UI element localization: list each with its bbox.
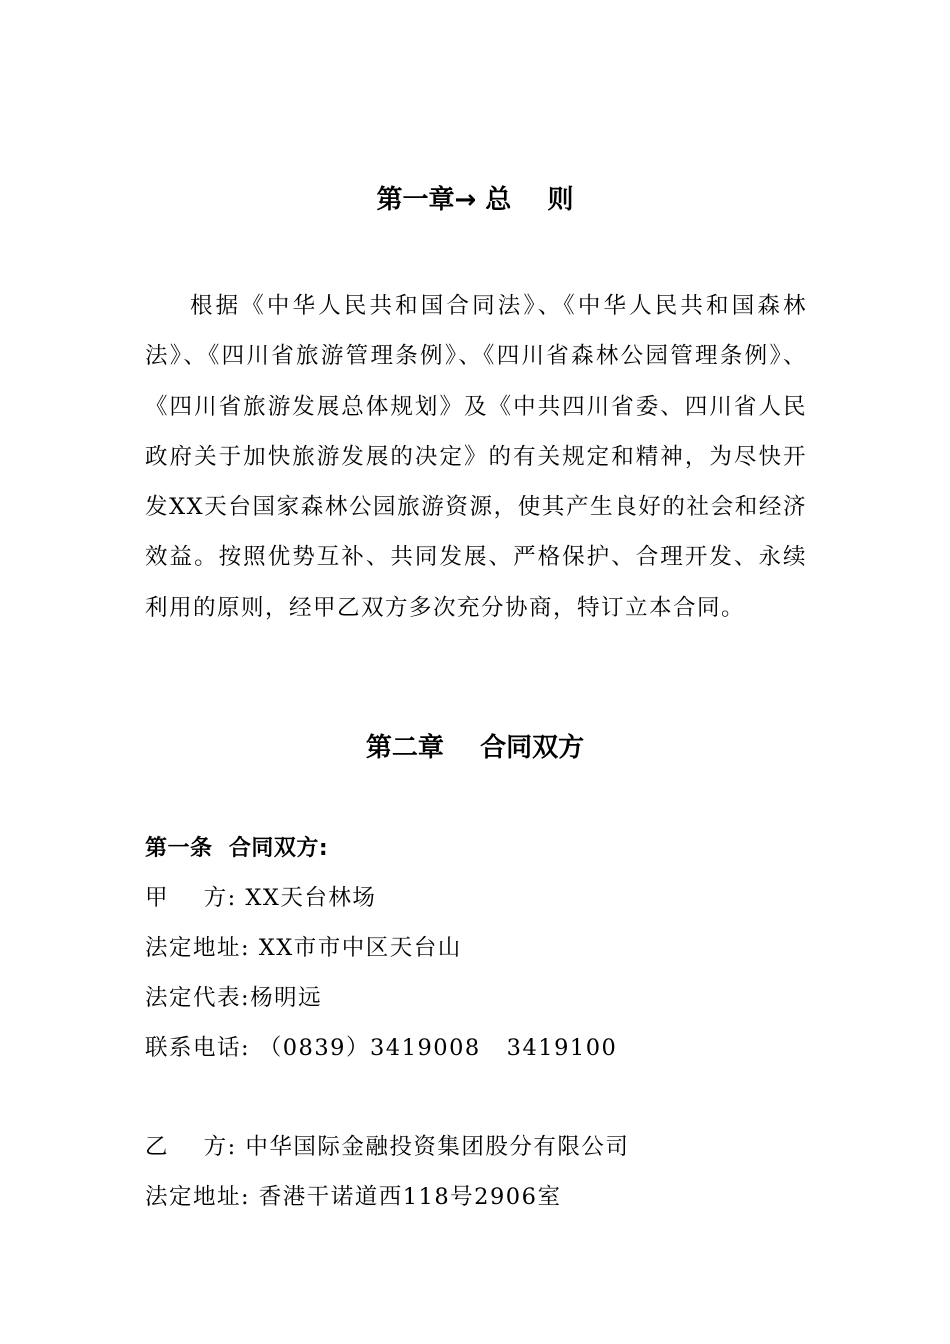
chapter-2-title: 第二章 合同双方 [365,733,585,763]
chapter-1-paragraph: 根据《中华人民共和国合同法》、《中华人民共和国森林法》、《四川省旅游管理条例》、《四川省森林公园管理条例》、《四川省旅游发展总体规划》及《中共四川省委、四川省人民政府关于加快旅游发展的决定》的有关规定和精神，为尽快开发XX天台国家森林公园旅游资源，使其产生良好的社会和经济效益。按照优势互补、共同发展、严格保护、合理开发、永续利用的原则，经甲乙双方多次充分协商，特订立本合同。 [145,293,807,621]
party-a-representative: 法定代表:杨明远 [145,985,323,1011]
party-a-address: 法定地址: XX市市中区天台山 [145,935,462,961]
article-1-heading: 第一条 合同双方: [145,836,329,861]
party-b-name: 乙 方: 中华国际金融投资集团股分有限公司 [145,1134,630,1160]
party-a-phone: 联系电话: （0839）3419008 3419100 [145,1035,618,1061]
chapter-1-title: 第一章→ 总 则 [376,185,574,215]
party-b-address: 法定地址: 香港干诺道西118号2906室 [145,1184,562,1210]
party-a-name: 甲 方: XX天台林场 [145,885,377,911]
